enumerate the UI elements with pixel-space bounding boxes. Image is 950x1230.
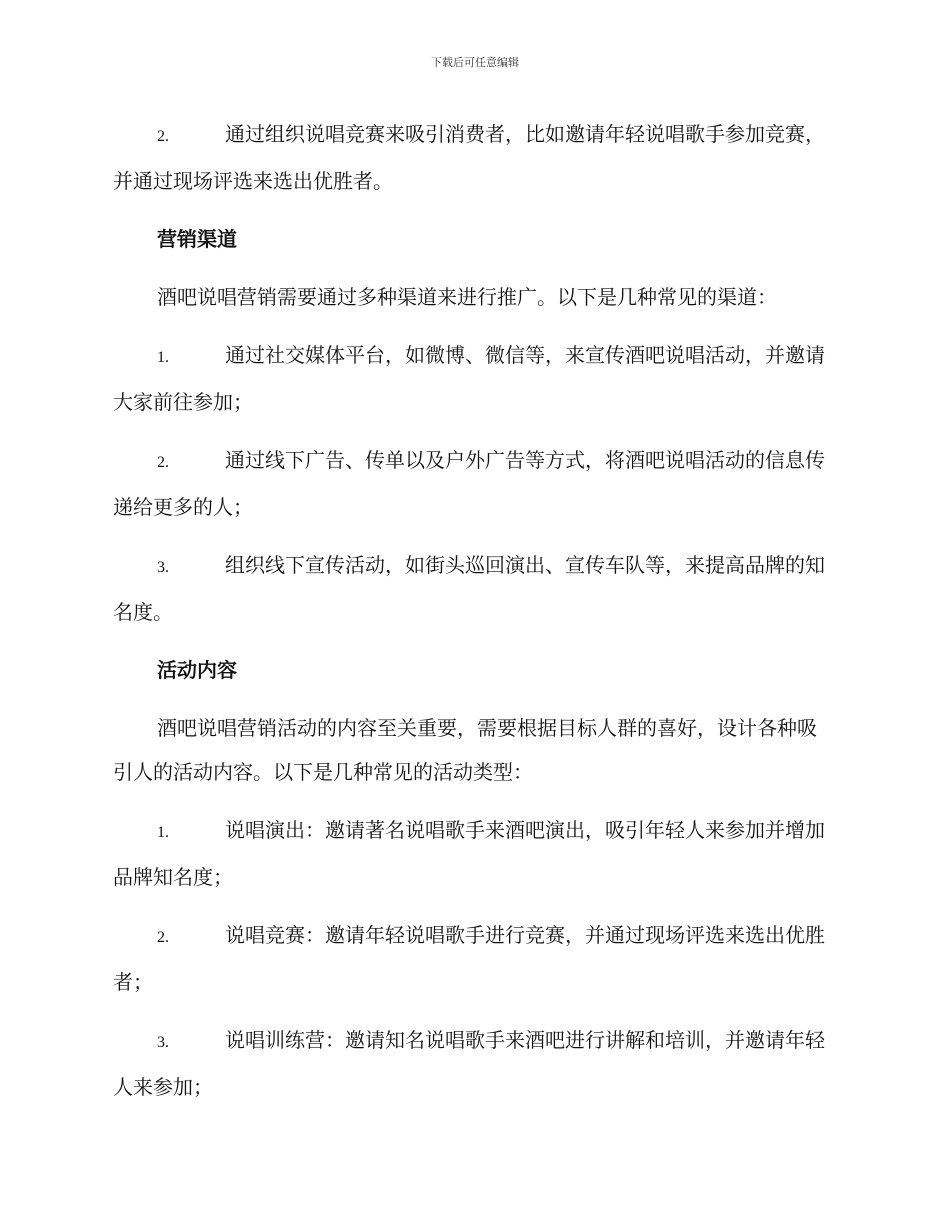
section-heading-marketing-channels: 营销渠道 xyxy=(157,227,237,251)
list-item xyxy=(113,913,833,1004)
list-item xyxy=(113,1018,833,1109)
list-item xyxy=(113,112,833,203)
list-item-number: 2. xyxy=(157,454,169,471)
list-item-number: 1. xyxy=(157,349,169,366)
paragraph: 酒吧说唱营销需要通过多种渠道来进行推广。以下是几种常见的渠道： xyxy=(157,285,777,309)
list-item-number: 2. xyxy=(157,929,169,946)
list-item-text: 通过社交媒体平台，如微博、微信等，来宣传酒吧说唱活动，并邀请大家前往参加； xyxy=(113,343,825,414)
list-item-number: 2. xyxy=(157,128,169,145)
list-item xyxy=(113,333,833,424)
document-body xyxy=(113,112,833,1123)
list-item-number: 1. xyxy=(157,824,169,841)
list-item-text: 说唱训练营：邀请知名说唱歌手来酒吧进行讲解和培训，并邀请年轻人来参加； xyxy=(113,1028,825,1099)
list-item-text: 说唱竞赛：邀请年轻说唱歌手进行竞赛，并通过现场评选来选出优胜者； xyxy=(113,923,825,994)
list-item-number: 3. xyxy=(157,559,169,576)
list-item-text: 说唱演出：邀请著名说唱歌手来酒吧演出，吸引年轻人来参加并增加品牌知名度； xyxy=(113,818,825,889)
paragraph: 酒吧说唱营销活动的内容至关重要，需要根据目标人群的喜好，设计各种吸引人的活动内容。以下是几种常见的活动类型： xyxy=(113,716,817,784)
list-item-text: 组织线下宣传活动，如街头巡回演出、宣传车队等，来提高品牌的知名度。 xyxy=(113,553,825,624)
list-item xyxy=(113,543,833,634)
list-item-text: 通过组织说唱竞赛来吸引消费者，比如邀请年轻说唱歌手参加竞赛，并通过现场评选来选出优胜者。 xyxy=(113,122,825,193)
list-item-text: 通过线下广告、传单以及户外广告等方式，将酒吧说唱活动的信息传递给更多的人； xyxy=(113,448,825,519)
section-heading-activity-content: 活动内容 xyxy=(157,658,237,682)
list-item-number: 3. xyxy=(157,1034,169,1051)
page-header: 下载后可任意编辑 xyxy=(431,56,519,69)
list-item xyxy=(113,438,833,529)
list-item xyxy=(113,808,833,899)
